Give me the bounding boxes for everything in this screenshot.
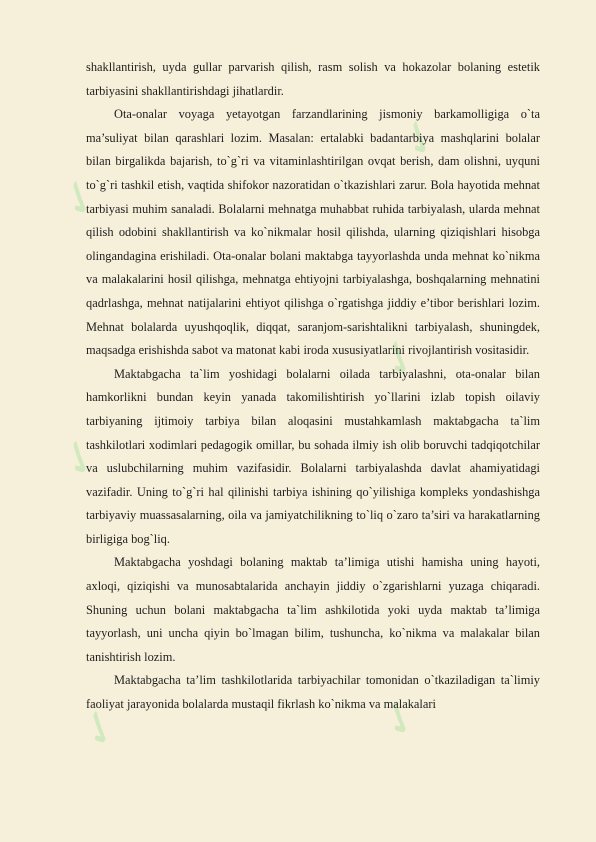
paragraph-1: shakllantirish, uyda gullar parvarish qilish, rasm solish va hokazolar bolaning estetik tarbiyasini shakllantirishdagi jihatlardir. (86, 60, 540, 98)
paragraph-4: Maktabgacha yoshdagi bolaning maktab ta’limiga utishi hamisha uning hayoti, axloqi, qiziqishi va munosabtalarida anchayin jiddiy o`zgarishlarni yuzaga chiqaradi. Shuning uchun bolani maktabgacha ta`lim ashkilotida yoki uyda maktab ta’limiga tayyorlash, uni uncha qiyin bo`lmagan bilim, tushuncha, ko`nikma va malakalar bilan tanishtirish lozim. (86, 555, 540, 664)
watermark-logo: ✓ (66, 694, 135, 760)
watermark-logo: ✓ (46, 424, 115, 490)
paragraph-5: Maktabgacha ta’lim tashkilotlarida tarbiyachilar tomonidan o`tkaziladigan ta`limiy faoliyat jarayonida bolalarda mustaqil fikrlash ko`nikma va malakalari (86, 673, 540, 712)
paragraph-2: Ota-onalar voyaga yetayotgan farzandlarining jismoniy barkamolligiga o`ta ma’suliyat bilan qarashlari lozim. Masalan: ertalabki badantarbiya mashqlarini bolalar bilan birgalikda bajarish, to`g`ri va vitaminlashtirilgan ovqat berish, dam olishni, uyquni to`g`ri tashkil etish, vaqtida shifokor nazoratidan o`tkazishlari zarur. Bola hayotida mehnat tarbiyasi muhim sanaladi. Bolalarni mehnatga muhabbat ruhida tarbiyalash, ularda mehnat qilish odobini shakllantirish va ko`nikmalar hosil qilishda, ularning qiziqishlari hisobga olingandagina erishiladi. Ota-onalar bolani maktabga tayyorlashda unda mehnat ko`nikma va malakalarini hosil qilishga, mehnatga ehtiyojni tarbiyalashga, boshqalarning mehnatini qadrlashga, mehnat natijalarini ehtiyot qilishga o`rgatishga jiddiy e’tibor berishlari lozim. Mehnat bolalarda uyushqoqlik, diqqat, saranjom-sarishtalikni tarbiyalash, shuningdek, maqsadga erishishda sabot va matonat kabi iroda xususiyatlarini rivojlantirish vositasidir. (86, 107, 540, 358)
watermark-logo: ✓ (46, 164, 115, 230)
watermark-logo: ✓ (366, 684, 435, 750)
watermark-logo: ✓ (366, 324, 435, 390)
paragraph-3: Maktabgacha ta`lim yoshidagi bolalarni oilada tarbiyalashni, ota-onalar bilan hamkorlikni bundan keyin yanada takomilishtirish yo`llarini izlab topish oilaviy tarbiyaning ijtimoiy tarbiya bilan aloqasini mustahkamlash maktabgacha ta`lim tashkilotlari xodimlari pedagogik omillar, bu sohada ilmiy ish olib boruvchi tadqiqotchilar va uslubchilarning muhim vazifasidir. Bolalarni tarbiyalashda davlat ahamiyatidagi vazifadir. Uning to`g`ri hal qilinishi tarbiya ishining qo`yilishiga kompleks yondashishga tarbiyaviy muassasalarning, oila va jamiyatchilikning to`liq o`zaro ta’siri va harakatlarning birligiga bog`liq. (86, 366, 540, 546)
document-body (86, 56, 540, 717)
watermark-logo: ✓ (386, 104, 455, 170)
